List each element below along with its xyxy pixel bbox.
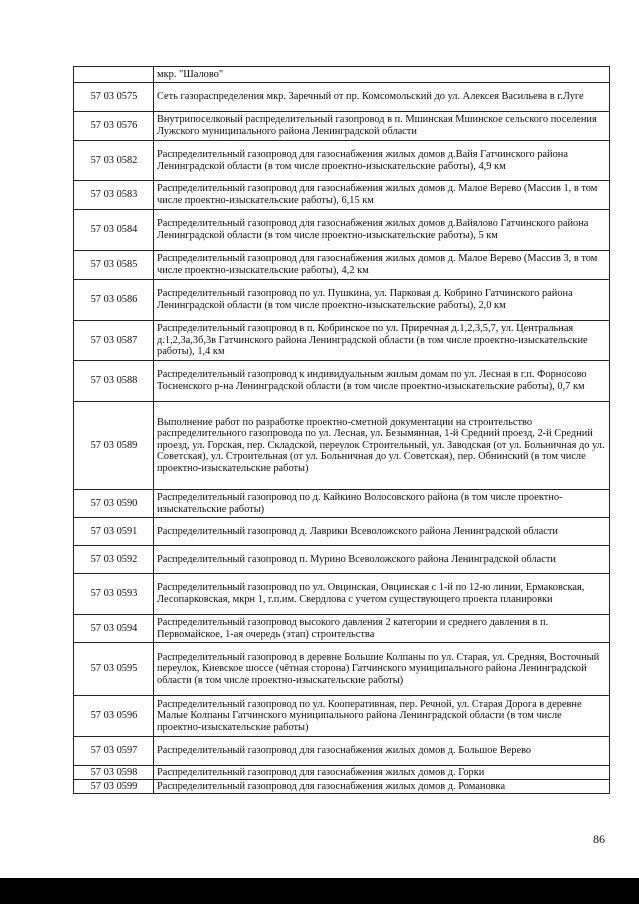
object-description-cell: Распределительный газопровод для газоснабжения жилых домов д. Малое Верево (Массив 1, в том числе проектно-изыскательские работы), 6,15 км: [154, 181, 610, 210]
table-row: [74, 112, 610, 141]
object-code-cell: [74, 67, 154, 83]
object-code-cell: 57 03 0593: [74, 574, 154, 615]
object-description-cell: Распределительный газопровод для газоснабжения жилых домов д. Горки: [154, 766, 610, 780]
object-description-cell: Распределительный газопровод д. Лаврики Всеволожского района Ленинградской области: [154, 518, 610, 546]
object-description-cell: Распределительный газопровод для газоснабжения жилых домов д.Вайялово Гатчинского района Ленинградской области (в том числе проектно-изыскательские работы), 5 км: [154, 210, 610, 251]
register-table-body: [74, 67, 610, 794]
register-table: [73, 66, 610, 794]
object-code-cell: 57 03 0591: [74, 518, 154, 546]
table-row: [74, 181, 610, 210]
object-code-cell: 57 03 0583: [74, 181, 154, 210]
table-row: [74, 643, 610, 696]
table-row: [74, 766, 610, 780]
table-row: [74, 210, 610, 251]
object-description-cell: Внутрипоселковый распределительный газопровод в п. Мшинская Мшинское сельского поселения Лужского муниципального района Ленинградской области: [154, 112, 610, 141]
object-code-cell: 57 03 0597: [74, 737, 154, 766]
object-description-cell: Распределительный газопровод к индивидуальным жилым домам по ул. Лесная в г.п. Форносово Тосненского р-на Ленинградской области (в том числе проектно-изыскательские работы), 0,7 км: [154, 361, 610, 402]
object-code-cell: 57 03 0584: [74, 210, 154, 251]
object-code-cell: 57 03 0595: [74, 643, 154, 696]
object-code-cell: 57 03 0589: [74, 402, 154, 490]
table-row: [74, 280, 610, 321]
object-code-cell: 57 03 0586: [74, 280, 154, 321]
object-description-cell: Распределительный газопровод для газоснабжения жилых домов д. Романовка: [154, 780, 610, 794]
object-code-cell: 57 03 0582: [74, 141, 154, 181]
table-row: [74, 546, 610, 574]
object-description-cell: Распределительный газопровод п. Мурино Всеволожского района Ленинградской области: [154, 546, 610, 574]
table-row: [74, 251, 610, 280]
table-row: [74, 402, 610, 490]
object-description-cell: Распределительный газопровод в деревне Большие Колпаны по ул. Старая, ул. Средняя, Восточный переулок, Киевское шоссе (чётная сторона) Гатчинского муниципального района Ленинградской области (в том числе проектно-изыскательские работы): [154, 643, 610, 696]
table-row: [74, 83, 610, 112]
table-row: [74, 737, 610, 766]
object-code-cell: 57 03 0596: [74, 696, 154, 737]
object-code-cell: 57 03 0594: [74, 615, 154, 643]
scan-edge: [0, 878, 639, 904]
table-row: [74, 361, 610, 402]
object-code-cell: 57 03 0576: [74, 112, 154, 141]
object-code-cell: 57 03 0575: [74, 83, 154, 112]
page-number: 86: [593, 832, 605, 846]
object-code-cell: 57 03 0592: [74, 546, 154, 574]
table-row: [74, 696, 610, 737]
object-code-cell: 57 03 0590: [74, 490, 154, 518]
object-code-cell: 57 03 0588: [74, 361, 154, 402]
object-description-cell: Распределительный газопровод по ул. Кооперативная, пер. Речной, ул. Старая Дорога в деревне Малые Колпаны Гатчинского муниципального района Ленинградской области (в том числе проектно-изыскательские работы): [154, 696, 610, 737]
table-row: [74, 615, 610, 643]
object-description-cell: Распределительный газопровод высокого давления 2 категории и среднего давления в п. Первомайское, 1-ая очередь (этап) строительства: [154, 615, 610, 643]
object-description-cell: Распределительный газопровод для газоснабжения жилых домов д. Большое Верево: [154, 737, 610, 766]
object-code-cell: 57 03 0598: [74, 766, 154, 780]
object-description-cell: Распределительный газопровод для газоснабжения жилых домов д.Вайя Гатчинского района Ленинградской области (в том числе проектно-изыскательские работы), 4,9 км: [154, 141, 610, 181]
table-row: [74, 67, 610, 83]
object-description-cell: Распределительный газопровод по ул. Пушкина, ул. Парковая д. Кобрино Гатчинского района Ленинградской области (в том числе проектно-изыскательские работы), 2,0 км: [154, 280, 610, 321]
object-description-cell: Распределительный газопровод по ул. Овцинская, Овцинская с 1-й по 12-ю линии, Ермаковская, Лесопарковская, мкрн 1, г.п.им. Свердлова с учетом существующего проекта планировки: [154, 574, 610, 615]
table-row: [74, 490, 610, 518]
table-row: [74, 141, 610, 181]
table-row: [74, 574, 610, 615]
table-row: [74, 321, 610, 361]
object-code-cell: 57 03 0587: [74, 321, 154, 361]
object-description-cell: Распределительный газопровод в п. Кобринское по ул. Приречная д.1,2,3,5,7, ул. Центральная д.1,2,3а,3б,3в Гатчинского района Ленинградской области (в том числе проектно-изыскательские работы), 1,4 км: [154, 321, 610, 361]
table-row: [74, 780, 610, 794]
table-row: [74, 518, 610, 546]
object-description-cell: Распределительный газопровод для газоснабжения жилых домов д. Малое Верево (Массив 3, в том числе проектно-изыскательские работы), 4,2 км: [154, 251, 610, 280]
object-code-cell: 57 03 0585: [74, 251, 154, 280]
object-description-cell: Сеть газораспределения мкр. Заречный от пр. Комсомольский до ул. Алексея Васильева в г.Луге: [154, 83, 610, 112]
object-description-cell: Распределительный газопровод по д. Кайкино Волосовского района (в том числе проектно-изыскательские работы): [154, 490, 610, 518]
object-description-cell: Выполнение работ по разработке проектно-сметной документации на строительство распределительного газопровода по ул. Лесная, ул. Безымянная, 1-й Средний проезд, 2-й Средний проезд, ул. Горская, пер. Складской, переулок Строительный, ул. Заводская (от ул. Больничная до ул. Советская), ул. Строительная (от ул. Больничная до ул. Советская), пер. Обнинский (в том числе проектно-изыскательские работы): [154, 402, 610, 490]
object-description-cell: мкр. "Шалово": [154, 67, 610, 83]
object-code-cell: 57 03 0599: [74, 780, 154, 794]
